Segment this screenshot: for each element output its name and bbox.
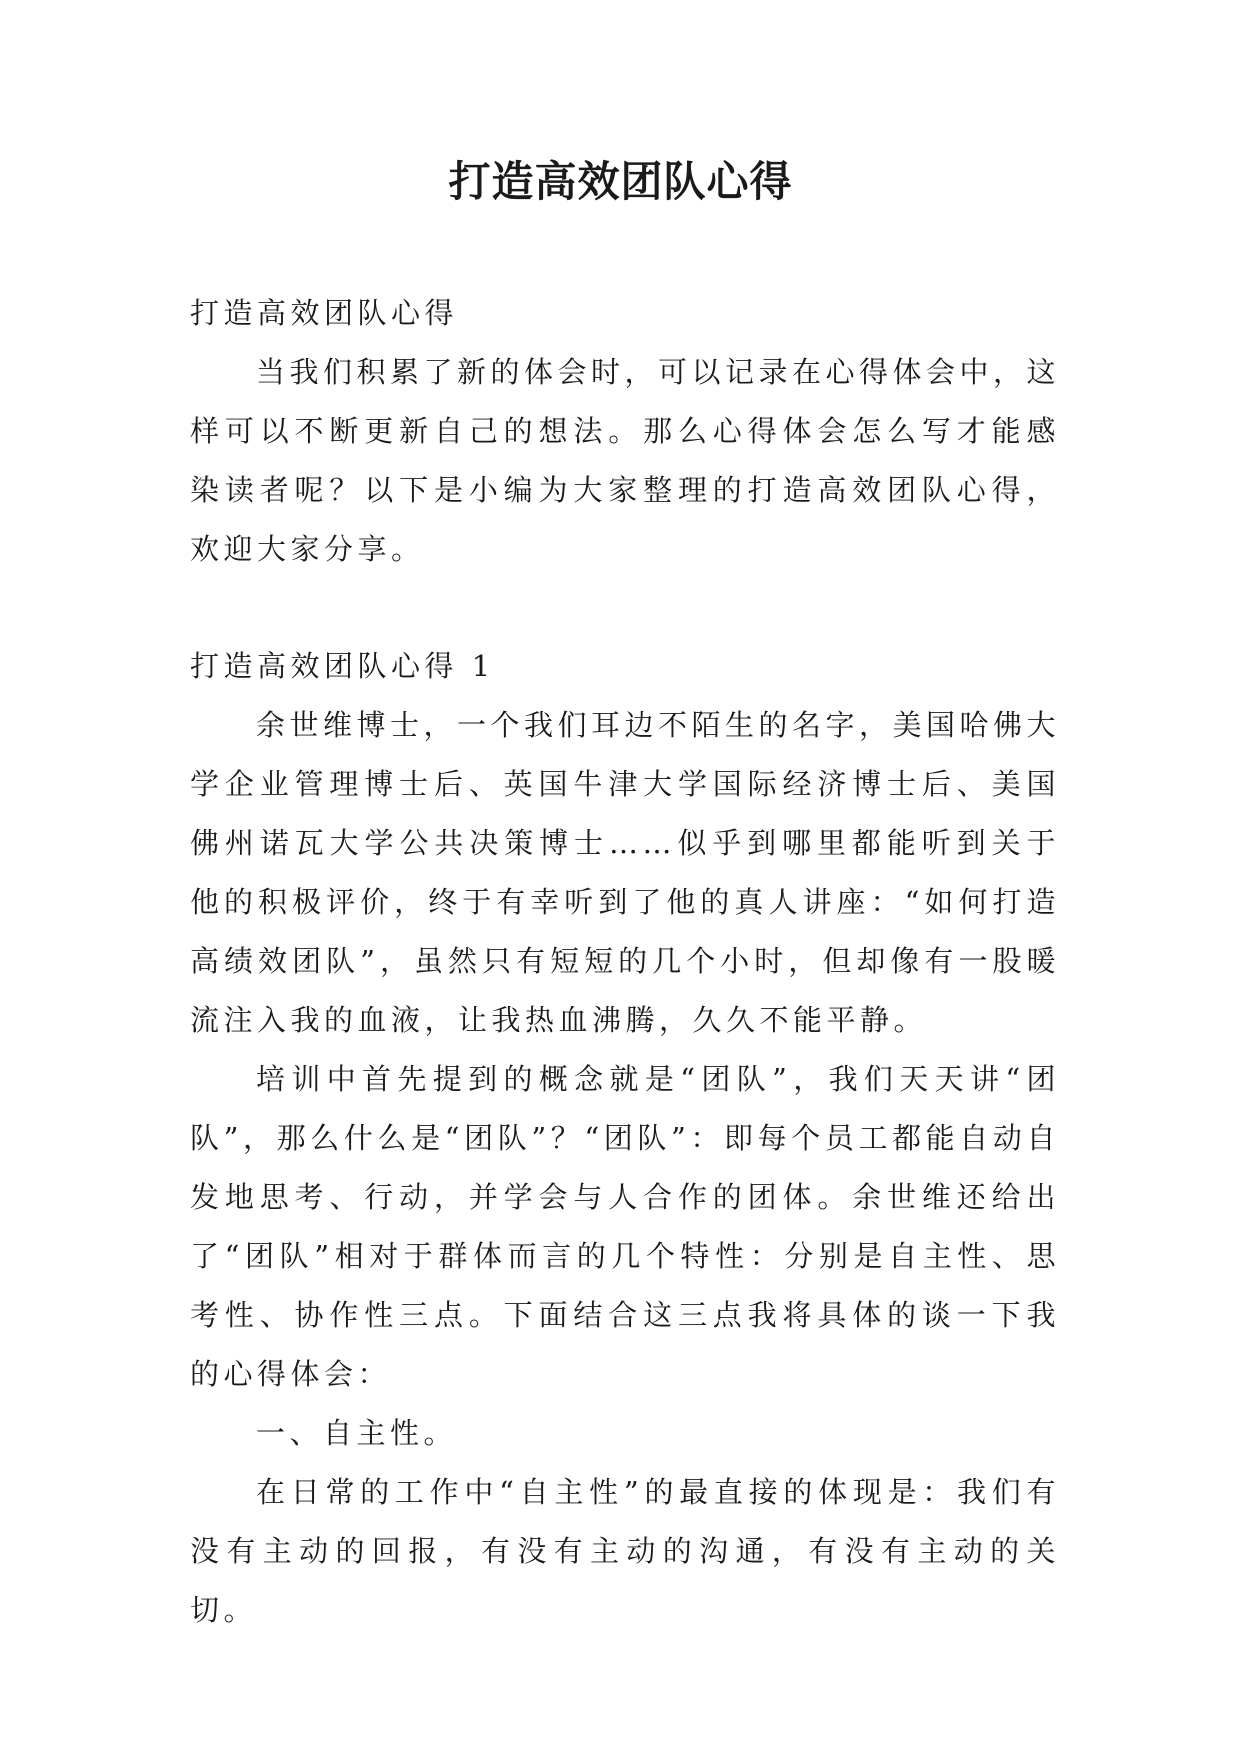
paragraph-2: 培训中首先提到的概念就是“团队”，我们天天讲“团队”，那么什么是“团队”？“团队”：即每个员工都能自动自发地思考、行动，并学会与人合作的团体。余世维还给出了“团队”相对于群体而言的几个特性：分别是自主性、思考性、协作性三点。下面结合这三点我将具体的谈一下我的心得体会： [190,1062,1060,1391]
paragraph-3: 在日常的工作中“自主性”的最直接的体现是：我们有没有主动的回报，有没有主动的沟通，有没有主动的关切。 [190,1475,1060,1627]
section-heading-intro: 打造高效团队心得 [190,296,459,330]
document-body [190,284,1060,1640]
section-spacer [190,579,1060,637]
section-heading-1: 打造高效团队心得 1 [190,649,495,683]
subheading-autonomy: 一、自主性。 [256,1416,458,1450]
paragraph-1: 余世维博士，一个我们耳边不陌生的名字，美国哈佛大学企业管理博士后、英国牛津大学国际经济博士后、美国佛州诺瓦大学公共决策博士……似乎到哪里都能听到关于他的积极评价，终于有幸听到了他的真人讲座：“如何打造高绩效团队”，虽然只有短短的几个小时，但却像有一股暖流注入我的血液，让我热血沸腾，久久不能平静。 [190,708,1061,1037]
paragraph-intro: 当我们积累了新的体会时，可以记录在心得体会中，这样可以不断更新自己的想法。那么心得体会怎么写才能感染读者呢？以下是小编为大家整理的打造高效团队心得，欢迎大家分享。 [190,355,1061,566]
document-title: 打造高效团队心得 [448,157,793,206]
